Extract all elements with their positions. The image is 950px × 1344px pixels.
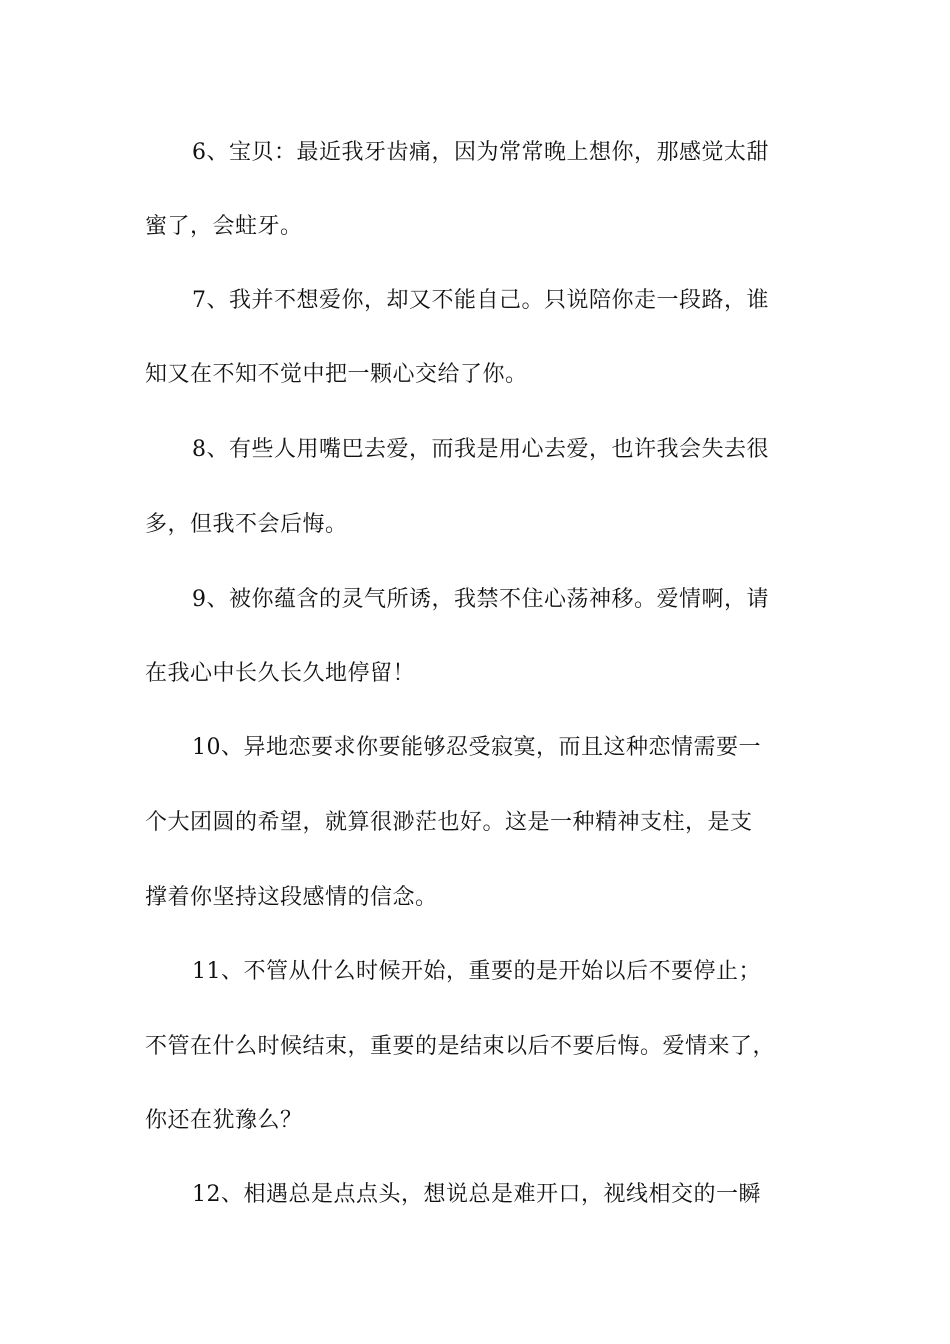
paragraph-10-line-1: 10、异地恋要求你要能够忍受寂寞，而且这种恋情需要一 xyxy=(192,735,761,760)
paragraph-11-line-2: 不管在什么时候结束，重要的是结束以后不要后悔。爱情来了， xyxy=(145,1034,776,1059)
paragraph-7-line-1: 7、我并不想爱你，却又不能自己。只说陪你走一段路，谁 xyxy=(192,288,769,313)
paragraph-9-line-1: 9、被你蕴含的灵气所诱，我禁不住心荡神移。爱情啊，请 xyxy=(192,587,769,612)
paragraph-8-line-2: 多，但我不会后悔。 xyxy=(145,512,348,537)
paragraph-12-line-1: 12、相遇总是点点头，想说总是难开口，视线相交的一瞬 xyxy=(192,1182,761,1207)
paragraph-6-line-1: 6、宝贝：最近我牙齿痛，因为常常晚上想你，那感觉太甜 xyxy=(192,140,769,165)
paragraph-7-line-2: 知又在不知不觉中把一颗心交给了你。 xyxy=(145,362,528,387)
paragraph-11-line-3: 你还在犹豫么？ xyxy=(145,1108,303,1133)
paragraph-6-line-2: 蜜了，会蛀牙。 xyxy=(145,214,303,239)
paragraph-8-line-1: 8、有些人用嘴巴去爱，而我是用心去爱，也许我会失去很 xyxy=(192,437,769,462)
paragraph-11-line-1: 11、不管从什么时候开始，重要的是开始以后不要停止； xyxy=(192,959,761,984)
paragraph-9-line-2: 在我心中长久长久地停留！ xyxy=(145,661,416,686)
paragraph-10-line-3: 撑着你坚持这段感情的信念。 xyxy=(145,885,438,910)
paragraph-10-line-2: 个大团圆的希望，就算很渺茫也好。这是一种精神支柱，是支 xyxy=(145,810,753,835)
